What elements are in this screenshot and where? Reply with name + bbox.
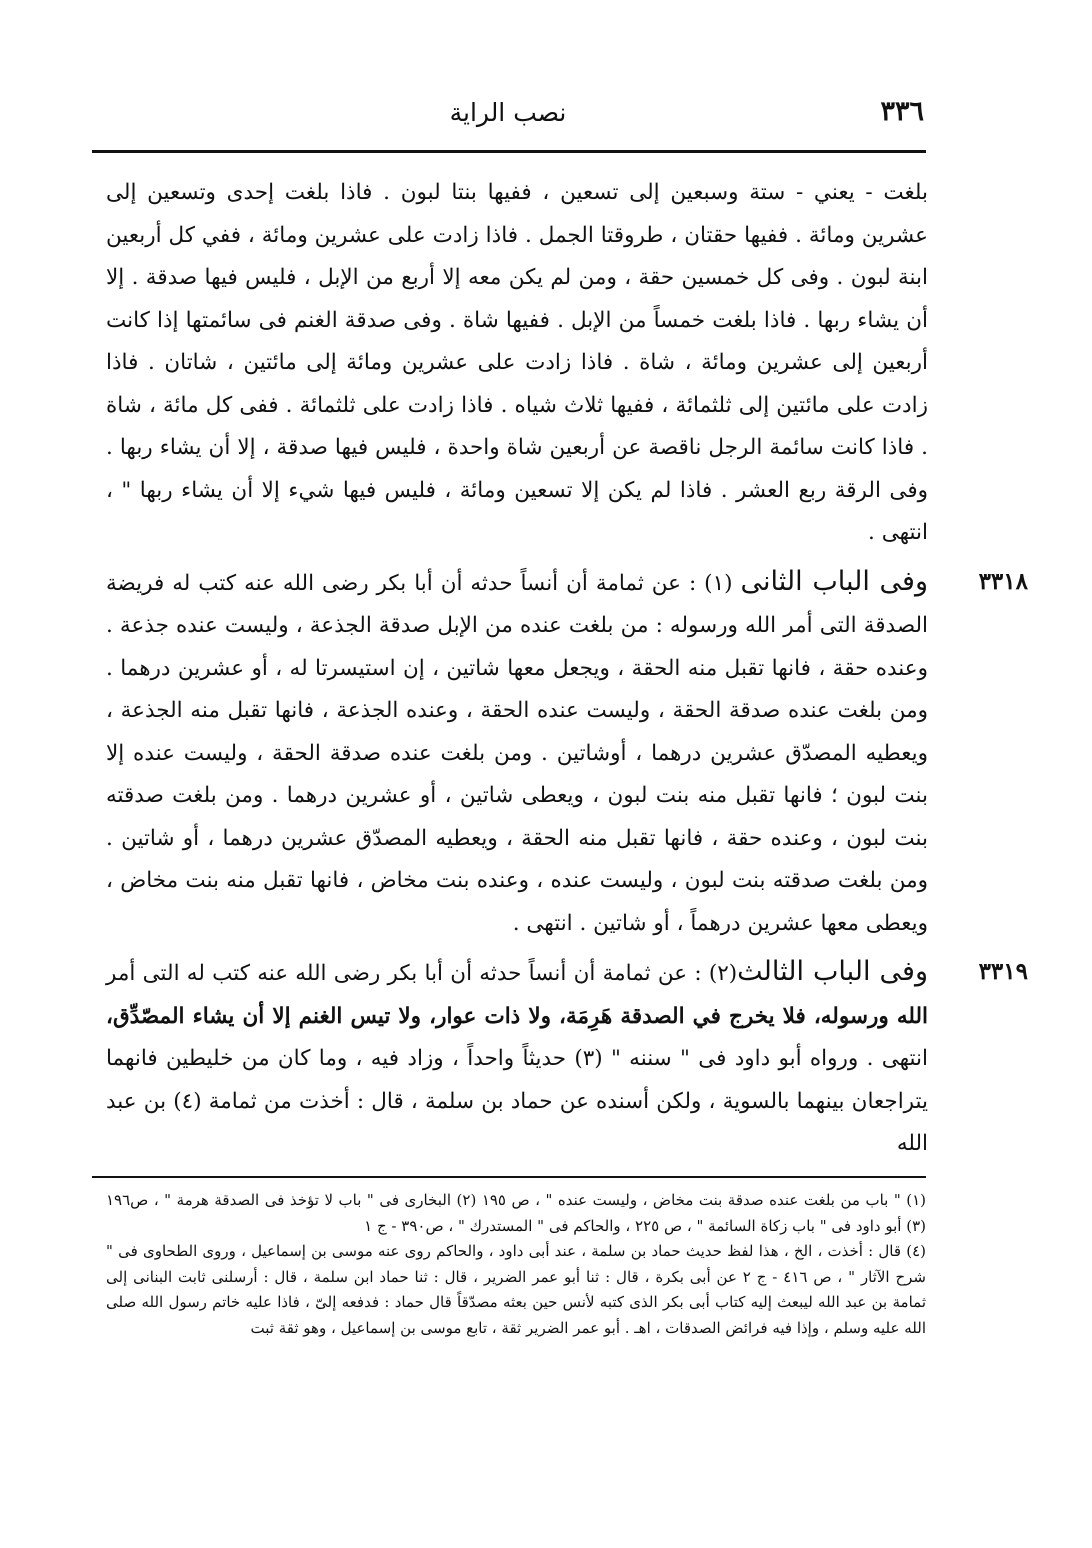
chapter-heading: وفى الباب الثانى xyxy=(740,565,928,597)
header-rule xyxy=(92,150,926,153)
page-header xyxy=(92,96,924,142)
entry-body-continued: انتهى . ورواه أبو داود فى " سننه " (٣) حديثاً واحداً ، وزاد فيه ، وما كان من خليطين فانهما يتراجعان بينهما بالسوية ، ولكن أسنده عن حماد بن سلمة ، قال : أخذت من ثمامة (٤) بن عبد الله xyxy=(106,1046,928,1156)
chapter-heading: وفى الباب الثالث xyxy=(737,956,928,987)
bold-quotation: الله ورسوله، فلا يخرج في الصدقة هَرِمَة، ولا ذات عوار، ولا تيس الغنم إلا أن يشاء المصّدِّق، xyxy=(106,1003,928,1029)
entry-number: ٣٣١٩ xyxy=(978,958,1028,985)
footnote-ref: (١) xyxy=(704,570,733,596)
running-title: نصب الراية xyxy=(449,98,567,127)
entry-body: : عن ثمامة أن أنساً حدثه أن أبا بكر رضى الله عنه كتب له التى أمر xyxy=(106,961,702,986)
entry-3318 xyxy=(106,561,1028,946)
intro-paragraph: بلغت - يعني - ستة وسبعين إلى تسعين ، ففيها بنتا لبون . فاذا بلغت إحدى وتسعين إلى عشرين ومائة . ففيها حقتان ، طروقتا الجمل . فاذا زادت على عشرين ومائة ، ففي كل أربعين ابنة لبون . وفى كل خمسين حقة ، ومن لم يكن معه إلا أربع من الإبل ، فليس فيها صدقة . إلا أن يشاء ربها . فاذا بلغت خمساً من الإبل . ففيها شاة . وفى صدقة الغنم فى سائمتها إذا كانت أربعين إلى عشرين ومائة ، شاة . فاذا زادت على عشرين ومائة إلى مائتين ، شاتان . فاذا زادت على مائتين إلى ثلثمائة ، ففيها ثلاث شياه . فاذا زادت على ثلثمائة . ففى كل مائة ، شاة . فاذا كانت سائمة الرجل ناقصة عن أربعين شاة واحدة ، فليس فيها صدقة ، إلا أن يشاء ربها . وفى الرقة ربع العشر . فاذا لم يكن إلا تسعين ومائة ، فليس فيها شيء إلا أن يشاء ربها " ، انتهى . xyxy=(106,180,928,545)
entry-text xyxy=(106,951,928,1166)
footnotes xyxy=(106,1188,926,1341)
footnote: (٤) قال : أخذت ، الخ ، هذا لفظ حديث حماد بن سلمة ، عند أبى داود ، والحاكم روى عنه موسى بن إسماعيل ، وروى الطحاوى فى " شرح الآثار " ، ص ٤١٦ - ج ٢ عن أبى بكرة ، قال : ثنا أبو عمر الضرير ، قال : ثنا حماد ابن سلمة ، قال : أرسلنى ثابت البنانى إلى ثمامة بن عبد الله ليبعث إليه كتاب أبى بكر الذى كتبه لأنس حين بعثه مصدّقاً قال حماد : فدفعه إلىّ ، فاذا عليه خاتم رسول الله صلى الله عليه وسلم ، وإذا فيه فرائض الصدقات ، اهـ . أبو عمر الضرير ثقة ، تابع موسى بن إسماعيل ، وهو ثقة ثبت xyxy=(106,1242,926,1337)
entry-body: : عن ثمامة أن أنساً حدثه أن أبا بكر رضى الله عنه كتب له فريضة الصدقة التى أمر الله ورسوله : من بلغت عنده من الإبل صدقة الجذعة ، وليست عنده جذعة . وعنده حقة ، فانها تقبل منه الحقة ، ويجعل معها شاتين ، إن استيسرتا له ، أو عشرين درهما . ومن بلغت عنده صدقة الحقة ، وليست عنده الحقة ، وعنده الجذعة ، فانها تقبل منه الجذعة ، ويعطيه المصدّق عشرين درهما ، أوشاتين . ومن بلغت عنده صدقة الحقة ، وليست عنده إلا بنت لبون ؛ فانها تقبل منه بنت لبون ، ويعطى شاتين ، أو عشرين درهما . ومن بلغت صدقته بنت لبون ، وعنده حقة ، فانها تقبل منه الحقة ، ويعطيه المصدّق عشرين درهما ، أو شاتين . ومن بلغت صدقته بنت لبون ، وليست عنده ، وعنده بنت مخاض ، فانها تقبل منه بنت مخاض ، ويعطى معها عشرين درهماً ، أو شاتين . انتهى . xyxy=(106,570,928,936)
entry-number: ٣٣١٨ xyxy=(978,567,1028,595)
footnote-ref: (٢) xyxy=(708,961,738,986)
page-number: ٣٣٦ xyxy=(880,96,924,127)
entry-3319 xyxy=(106,951,1028,1166)
footnote-rule xyxy=(92,1176,926,1178)
main-text xyxy=(106,172,1028,1166)
footnote: (١) " باب من بلغت عنده صدقة بنت مخاض ، وليست عنده " ، ص ١٩٥ (٢) البخارى فى " باب لا تؤخذ فى الصدقة هرمة " ، ص١٩٦ (٣) أبو داود فى " باب زكاة السائمة " ، ص ٢٢٥ ، والحاكم فى " المستدرك " ، ص٣٩٠ - ج ١ xyxy=(106,1191,927,1235)
entry-text xyxy=(106,561,928,946)
